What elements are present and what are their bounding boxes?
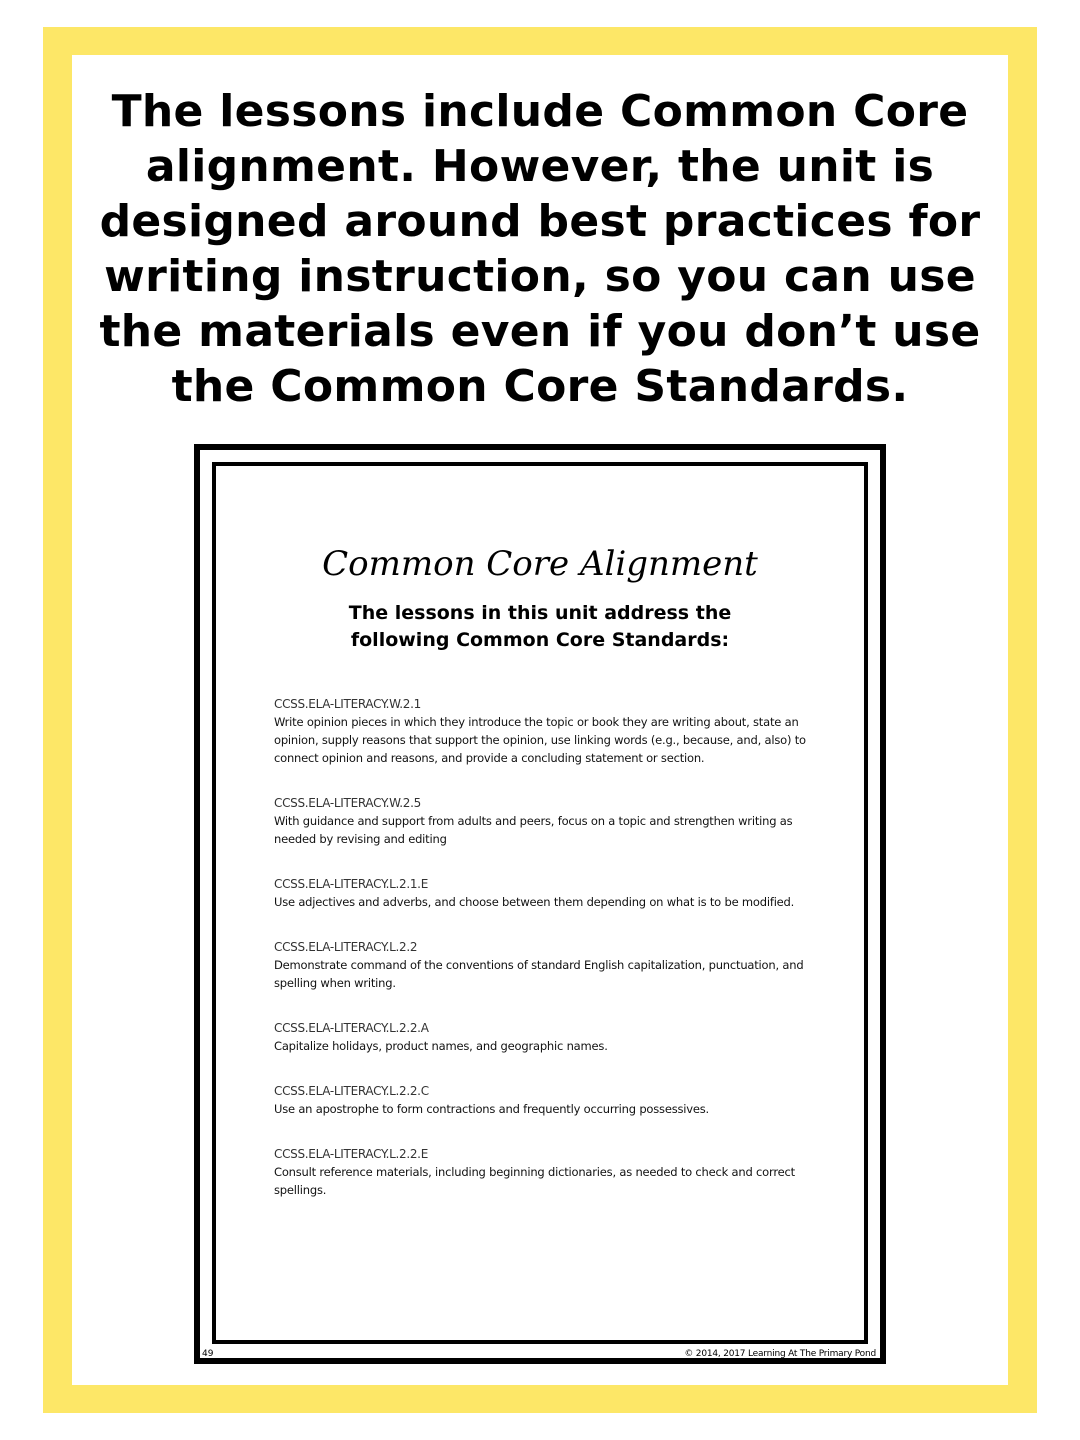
standard-item [274,1020,834,1055]
standard-code: CCSS.ELA-LITERACY.L.2.2.C [274,1084,429,1098]
headline-line: alignment. However, the unit is [145,141,935,192]
standard-description: Write opinion pieces in which they introduce the topic or book they are writing about, state an opinion, supply reasons that support the opinion, use linking words (e.g., because, and, also) to connect opinion and reasons, and provide a concluding statement or section. [274,715,806,765]
copyright-notice: © 2014, 2017 Learning At The Primary Pond [684,1349,876,1359]
standard-item [274,939,834,992]
standard-description: Use adjectives and adverbs, and choose between them depending on what is to be modified. [274,895,795,909]
headline-line: The lessons include Common Core [111,86,969,137]
standard-item [274,696,834,767]
standard-code: CCSS.ELA-LITERACY.L.2.1.E [274,877,428,891]
standard-item [274,1083,834,1118]
document-page [194,444,886,1364]
document-title: Common Core Alignment [322,544,758,584]
subtitle-line: following Common Core Standards: [350,629,730,651]
headline-line: the Common Core Standards. [171,361,909,412]
standard-description: Capitalize holidays, product names, and geographic names. [274,1039,608,1053]
standard-description: Demonstrate command of the conventions of standard English capitalization, punctuation, and spelling when writing. [274,958,804,990]
page-number: 49 [202,1349,214,1359]
standard-code: CCSS.ELA-LITERACY.L.2.2 [274,940,418,954]
document-inner-border [212,462,868,1344]
document-subtitle [216,600,864,654]
standard-description: Use an apostrophe to form contractions and frequently occurring possessives. [274,1102,710,1116]
headline-line: the materials even if you don’t use [99,306,981,357]
headline [72,84,1008,414]
standard-item [274,1146,834,1199]
standard-description: Consult reference materials, including beginning dictionaries, as needed to check and correct spellings. [274,1165,795,1197]
standards-list [274,696,834,1227]
standard-description: With guidance and support from adults and peers, focus on a topic and strengthen writing as needed by revising and editing [274,814,793,846]
standard-code: CCSS.ELA-LITERACY.W.2.1 [274,697,421,711]
standard-code: CCSS.ELA-LITERACY.L.2.2.A [274,1021,429,1035]
standard-item [274,795,834,848]
standard-code: CCSS.ELA-LITERACY.W.2.5 [274,796,421,810]
subtitle-line: The lessons in this unit address the [348,602,732,624]
standard-item [274,876,834,911]
headline-line: writing instruction, so you can use [104,251,976,302]
standard-code: CCSS.ELA-LITERACY.L.2.2.E [274,1147,428,1161]
headline-line: designed around best practices for [99,196,981,247]
